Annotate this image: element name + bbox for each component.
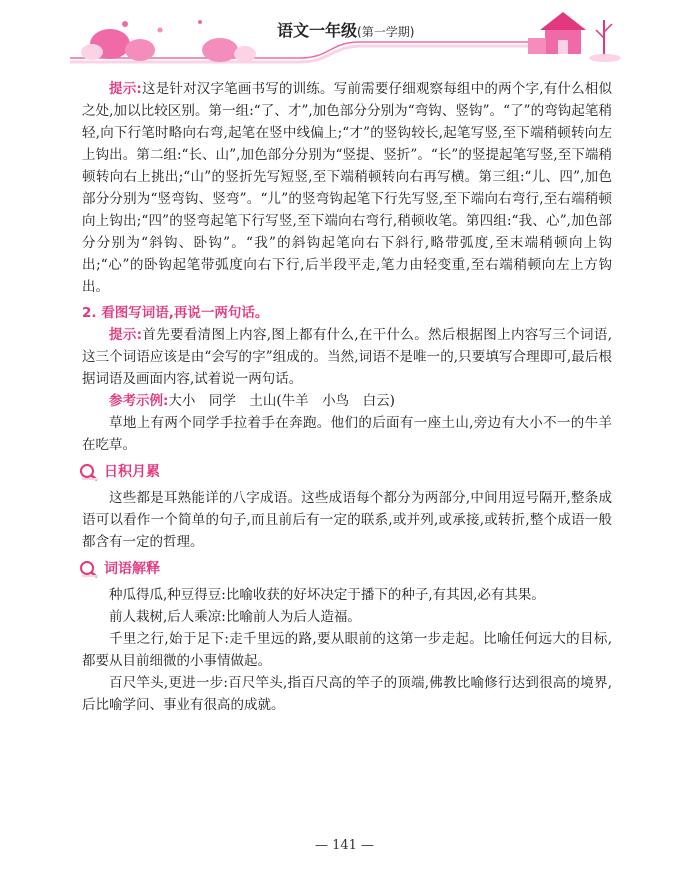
magnifier-icon (78, 462, 100, 482)
page-content (82, 78, 612, 716)
header-title-main: 语文一年级 (277, 21, 358, 40)
tip-text: 这是针对汉字笔画书写的训练。写前需要仔细观察每组中的两个字,有什么相似之处,加以比较区别。第一组:“了、才”,加色部分分别为“弯钩、竖钩”。“了”的弯钩起笔稍轻,向下行笔时略向右弯,起笔在竖中线偏上;“才”的竖钩较长,起笔写竖,至下端稍顿转向左上钩出。第二组:“长、山”,加色部分分别为“竖提、竖折”。“长”的竖提起笔写竖,至下端稍顿转向右上挑出;“山”的竖折先写短竖,至下端稍顿转向右再写横。第三组:“儿、四”,加色部分分别为“竖弯钩、竖弯”。“儿”的竖弯钩起笔下行先写竖,至下端向右弯行,至右端稍顿向上钩出;“四”的竖弯起笔下行写竖,至下端向右弯行,稍顿收笔。第四组:“我、心”,加色部分分别为“斜钩、卧钩”。“我”的斜钩起笔向右下斜行,略带弧度,至末端稍顿向上钩出;“心”的卧钩起笔带弧度向右下行,后半段平走,笔力由轻变重,至右端稍顿向左上方钩出。 (82, 81, 612, 295)
definition-entry: 百尺竿头,更进一步:百尺竿头,指百尺高的竿子的顶端,佛教比喻修行达到很高的境界,后比喻学问、事业有很高的成就。 (82, 675, 612, 713)
section1-tip (82, 78, 612, 298)
rijiyuelei-text: 这些都是耳熟能详的八字成语。这些成语每个都分为两部分,中间用逗号隔开,整条成语可以看作一个简单的句子,而且前后有一定的联系,或并列,或承接,或转折,整个成语一般都含有一定的哲理。 (82, 490, 612, 550)
example-label: 参考示例: (109, 393, 169, 409)
question2-tip (82, 324, 612, 390)
example-words: 大小 同学 土山(牛羊 小鸟 白云) (168, 393, 395, 409)
definition-entry: 种瓜得瓜,种豆得豆:比喻收获的好坏决定于播下的种子,有其因,必有其果。 (109, 587, 545, 603)
tip-label: 提示: (109, 327, 143, 343)
page-header (0, 0, 689, 72)
page-number: — 141 — (314, 838, 375, 853)
example-sentence: 草地上有两个同学手拉着手在奔跑。他们的后面有一座土山,旁边有大小不一的牛羊在吃草。 (82, 415, 612, 453)
tip-label: 提示: (109, 81, 142, 97)
header-title (277, 18, 414, 41)
section-heading-text: 日积月累 (104, 464, 160, 480)
header-subtitle: (第一学期) (357, 25, 415, 39)
magnifier-icon (78, 559, 100, 579)
section-heading-rijiyuelei (78, 461, 612, 483)
definition-entry: 前人栽树,后人乘凉:比喻前人为后人造福。 (109, 609, 361, 625)
example-line (82, 390, 612, 412)
tip-text: 首先要看清图上内容,图上都有什么,在干什么。然后根据图上内容写三个词语,这三个词语应该是由“会写的字”组成的。当然,词语不是唯一的,只要填写合理即可,最后根据词语及画面内容,试着说一两句话。 (82, 327, 612, 387)
section-heading-ciyujieshi (78, 558, 612, 580)
question-2-title: 2. 看图写词语,再说一两句话。 (82, 305, 269, 321)
definition-entry: 千里之行,始于足下:走千里远的路,要从眼前的这第一步走起。比喻任何远大的目标,都要从目前细微的小事情做起。 (82, 631, 612, 669)
section-heading-text: 词语解释 (104, 561, 160, 577)
